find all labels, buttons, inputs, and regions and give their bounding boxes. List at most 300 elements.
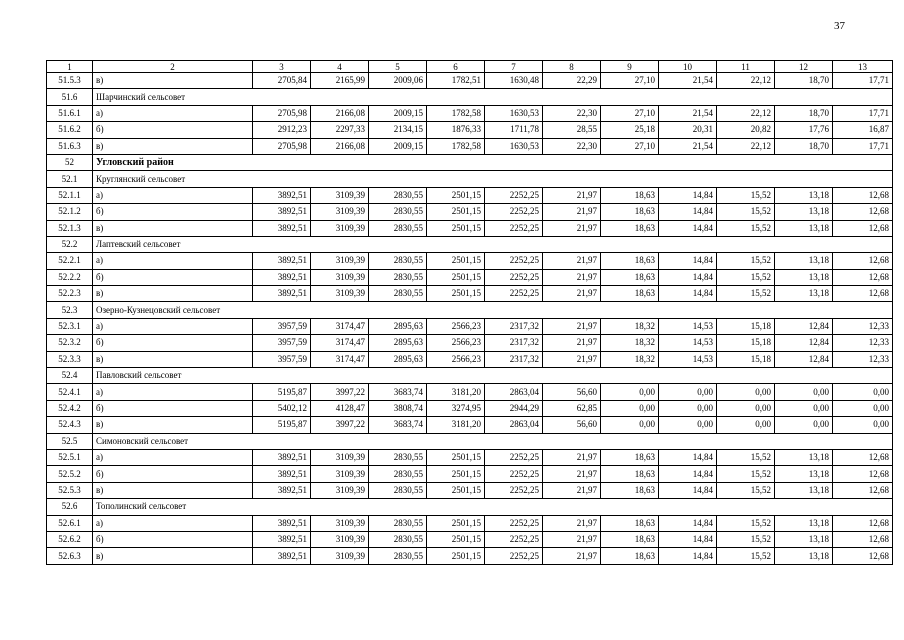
value-cell: 18,70	[775, 138, 833, 154]
value-cell: 21,97	[543, 449, 601, 465]
value-cell: 21,97	[543, 335, 601, 351]
value-cell: 3274,95	[427, 400, 485, 416]
value-cell: 2912,23	[253, 122, 311, 138]
value-cell: 3997,22	[311, 384, 369, 400]
value-cell: 2501,15	[427, 187, 485, 203]
value-cell: 0,00	[717, 417, 775, 433]
row-code: 52.6.1	[47, 515, 93, 531]
value-cell: 14,53	[659, 318, 717, 334]
table-row	[47, 105, 893, 121]
value-cell: 18,63	[601, 449, 659, 465]
value-cell: 2501,15	[427, 204, 485, 220]
value-cell: 18,63	[601, 204, 659, 220]
value-cell: 2501,15	[427, 466, 485, 482]
value-cell: 12,33	[833, 335, 893, 351]
row-subitem: в)	[93, 351, 253, 367]
value-cell: 2501,15	[427, 482, 485, 498]
value-cell: 3109,39	[311, 286, 369, 302]
row-subitem: б)	[93, 204, 253, 220]
value-cell: 18,63	[601, 515, 659, 531]
row-code: 52.3	[47, 302, 93, 318]
value-cell: 15,52	[717, 548, 775, 564]
value-cell: 3892,51	[253, 220, 311, 236]
value-cell: 2830,55	[369, 253, 427, 269]
value-cell: 1630,48	[485, 73, 543, 89]
value-cell: 2705,98	[253, 138, 311, 154]
value-cell: 12,33	[833, 351, 893, 367]
value-cell: 12,68	[833, 548, 893, 564]
value-cell: 5402,12	[253, 400, 311, 416]
row-code: 52.5.1	[47, 449, 93, 465]
value-cell: 12,33	[833, 318, 893, 334]
value-cell: 1711,78	[485, 122, 543, 138]
row-subitem: в)	[93, 417, 253, 433]
value-cell: 3109,39	[311, 187, 369, 203]
value-cell: 0,00	[775, 417, 833, 433]
value-cell: 21,97	[543, 548, 601, 564]
value-cell: 17,71	[833, 105, 893, 121]
value-cell: 2830,55	[369, 204, 427, 220]
value-cell: 3808,74	[369, 400, 427, 416]
value-cell: 13,18	[775, 204, 833, 220]
value-cell: 1782,58	[427, 105, 485, 121]
value-cell: 13,18	[775, 286, 833, 302]
value-cell: 13,18	[775, 187, 833, 203]
value-cell: 2895,63	[369, 335, 427, 351]
row-subitem: а)	[93, 105, 253, 121]
value-cell: 21,97	[543, 220, 601, 236]
table-row	[47, 417, 893, 433]
row-subitem: б)	[93, 122, 253, 138]
value-cell: 2165,99	[311, 73, 369, 89]
row-code: 52.2.2	[47, 269, 93, 285]
row-subitem: б)	[93, 531, 253, 547]
value-cell: 2252,25	[485, 515, 543, 531]
row-code: 52.6.2	[47, 531, 93, 547]
value-cell: 14,84	[659, 286, 717, 302]
value-cell: 5195,87	[253, 384, 311, 400]
value-cell: 3892,51	[253, 187, 311, 203]
value-cell: 0,00	[601, 384, 659, 400]
value-cell: 3892,51	[253, 204, 311, 220]
value-cell: 2501,15	[427, 548, 485, 564]
district-title: Угловский район	[93, 154, 893, 170]
value-cell: 17,71	[833, 73, 893, 89]
table-row	[47, 73, 893, 89]
row-subitem: а)	[93, 253, 253, 269]
value-cell: 2166,08	[311, 138, 369, 154]
value-cell: 14,84	[659, 548, 717, 564]
value-cell: 22,12	[717, 73, 775, 89]
value-cell: 3892,51	[253, 482, 311, 498]
value-cell: 2252,25	[485, 548, 543, 564]
value-cell: 15,52	[717, 204, 775, 220]
value-cell: 3174,47	[311, 318, 369, 334]
row-code: 52.3.3	[47, 351, 93, 367]
value-cell: 14,84	[659, 204, 717, 220]
table-row	[47, 466, 893, 482]
header-cell: 10	[659, 61, 717, 73]
value-cell: 3109,39	[311, 220, 369, 236]
value-cell: 2501,15	[427, 220, 485, 236]
value-cell: 27,10	[601, 73, 659, 89]
value-cell: 17,76	[775, 122, 833, 138]
row-code: 52.2.1	[47, 253, 93, 269]
row-subitem: а)	[93, 384, 253, 400]
value-cell: 2009,15	[369, 138, 427, 154]
value-cell: 1876,33	[427, 122, 485, 138]
value-cell: 12,68	[833, 269, 893, 285]
value-cell: 15,52	[717, 269, 775, 285]
value-cell: 1630,53	[485, 105, 543, 121]
value-cell: 4128,47	[311, 400, 369, 416]
value-cell: 1782,51	[427, 73, 485, 89]
table-row	[47, 531, 893, 547]
value-cell: 2009,15	[369, 105, 427, 121]
value-cell: 2705,84	[253, 73, 311, 89]
row-subitem: б)	[93, 466, 253, 482]
value-cell: 2252,25	[485, 253, 543, 269]
value-cell: 15,52	[717, 187, 775, 203]
value-cell: 2863,04	[485, 417, 543, 433]
value-cell: 2501,15	[427, 253, 485, 269]
page-number: 37	[834, 20, 845, 32]
value-cell: 15,52	[717, 482, 775, 498]
value-cell: 2252,25	[485, 531, 543, 547]
table-row	[47, 318, 893, 334]
value-cell: 14,53	[659, 335, 717, 351]
value-cell: 13,18	[775, 531, 833, 547]
value-cell: 3957,59	[253, 351, 311, 367]
value-cell: 21,97	[543, 482, 601, 498]
value-cell: 2501,15	[427, 531, 485, 547]
row-subitem: а)	[93, 515, 253, 531]
value-cell: 14,84	[659, 466, 717, 482]
value-cell: 3109,39	[311, 269, 369, 285]
value-cell: 21,97	[543, 187, 601, 203]
value-cell: 3957,59	[253, 335, 311, 351]
value-cell: 2566,23	[427, 335, 485, 351]
value-cell: 2566,23	[427, 318, 485, 334]
value-cell: 13,18	[775, 482, 833, 498]
value-cell: 15,18	[717, 318, 775, 334]
section-row	[47, 236, 893, 252]
tariff-table	[46, 60, 893, 565]
value-cell: 14,84	[659, 482, 717, 498]
value-cell: 2501,15	[427, 515, 485, 531]
value-cell: 2705,98	[253, 105, 311, 121]
table-row	[47, 204, 893, 220]
value-cell: 0,00	[775, 384, 833, 400]
value-cell: 21,97	[543, 204, 601, 220]
table-row	[47, 548, 893, 564]
value-cell: 18,63	[601, 482, 659, 498]
value-cell: 12,68	[833, 515, 893, 531]
value-cell: 3957,59	[253, 318, 311, 334]
value-cell: 3997,22	[311, 417, 369, 433]
section-row	[47, 171, 893, 187]
value-cell: 20,82	[717, 122, 775, 138]
value-cell: 12,68	[833, 531, 893, 547]
header-cell: 3	[253, 61, 311, 73]
value-cell: 2895,63	[369, 351, 427, 367]
value-cell: 21,97	[543, 253, 601, 269]
value-cell: 3174,47	[311, 335, 369, 351]
value-cell: 22,30	[543, 105, 601, 121]
value-cell: 21,97	[543, 318, 601, 334]
value-cell: 3109,39	[311, 548, 369, 564]
section-row	[47, 499, 893, 515]
table-row	[47, 253, 893, 269]
value-cell: 12,68	[833, 220, 893, 236]
value-cell: 3892,51	[253, 531, 311, 547]
value-cell: 2830,55	[369, 449, 427, 465]
value-cell: 14,53	[659, 351, 717, 367]
value-cell: 3892,51	[253, 269, 311, 285]
value-cell: 15,52	[717, 515, 775, 531]
value-cell: 0,00	[833, 400, 893, 416]
value-cell: 2566,23	[427, 351, 485, 367]
value-cell: 15,52	[717, 253, 775, 269]
value-cell: 2252,25	[485, 449, 543, 465]
value-cell: 12,68	[833, 187, 893, 203]
value-cell: 13,18	[775, 466, 833, 482]
value-cell: 3109,39	[311, 253, 369, 269]
value-cell: 18,63	[601, 466, 659, 482]
value-cell: 3109,39	[311, 515, 369, 531]
value-cell: 2830,55	[369, 220, 427, 236]
row-code: 52.1.1	[47, 187, 93, 203]
value-cell: 13,18	[775, 449, 833, 465]
row-code: 52.5.3	[47, 482, 93, 498]
value-cell: 14,84	[659, 449, 717, 465]
value-cell: 21,97	[543, 269, 601, 285]
table-row	[47, 286, 893, 302]
value-cell: 56,60	[543, 417, 601, 433]
value-cell: 3109,39	[311, 449, 369, 465]
value-cell: 3892,51	[253, 449, 311, 465]
row-subitem: а)	[93, 449, 253, 465]
value-cell: 1782,58	[427, 138, 485, 154]
header-cell: 11	[717, 61, 775, 73]
value-cell: 3683,74	[369, 384, 427, 400]
value-cell: 22,30	[543, 138, 601, 154]
row-code: 52.6	[47, 499, 93, 515]
table-row	[47, 400, 893, 416]
table-row	[47, 187, 893, 203]
table-row	[47, 449, 893, 465]
value-cell: 3892,51	[253, 548, 311, 564]
value-cell: 3892,51	[253, 466, 311, 482]
value-cell: 12,68	[833, 286, 893, 302]
row-code: 52.4.2	[47, 400, 93, 416]
value-cell: 22,12	[717, 138, 775, 154]
header-cell: 5	[369, 61, 427, 73]
row-code: 52.1	[47, 171, 93, 187]
value-cell: 14,84	[659, 220, 717, 236]
row-subitem: в)	[93, 482, 253, 498]
table-row	[47, 138, 893, 154]
value-cell: 18,63	[601, 269, 659, 285]
value-cell: 2830,55	[369, 482, 427, 498]
value-cell: 21,97	[543, 531, 601, 547]
value-cell: 21,54	[659, 105, 717, 121]
row-subitem: б)	[93, 400, 253, 416]
row-code: 52.3.1	[47, 318, 93, 334]
row-subitem: в)	[93, 138, 253, 154]
row-subitem: а)	[93, 318, 253, 334]
value-cell: 18,32	[601, 335, 659, 351]
row-subitem: б)	[93, 335, 253, 351]
row-code: 51.6.3	[47, 138, 93, 154]
value-cell: 18,32	[601, 318, 659, 334]
value-cell: 18,63	[601, 531, 659, 547]
table-row	[47, 515, 893, 531]
table-row	[47, 335, 893, 351]
row-subitem: в)	[93, 548, 253, 564]
section-title: Круглянский сельсовет	[93, 171, 893, 187]
header-cell: 13	[833, 61, 893, 73]
value-cell: 21,54	[659, 138, 717, 154]
value-cell: 0,00	[833, 417, 893, 433]
section-title: Озерно-Кузнецовский сельсовет	[93, 302, 893, 318]
row-code: 51.6.2	[47, 122, 93, 138]
value-cell: 15,52	[717, 220, 775, 236]
section-row	[47, 433, 893, 449]
value-cell: 2830,55	[369, 187, 427, 203]
value-cell: 13,18	[775, 548, 833, 564]
value-cell: 2830,55	[369, 515, 427, 531]
value-cell: 18,63	[601, 253, 659, 269]
value-cell: 3109,39	[311, 466, 369, 482]
value-cell: 22,12	[717, 105, 775, 121]
value-cell: 2009,06	[369, 73, 427, 89]
value-cell: 12,84	[775, 351, 833, 367]
value-cell: 27,10	[601, 138, 659, 154]
value-cell: 12,68	[833, 466, 893, 482]
value-cell: 3892,51	[253, 253, 311, 269]
value-cell: 2317,32	[485, 318, 543, 334]
value-cell: 3892,51	[253, 515, 311, 531]
value-cell: 15,18	[717, 351, 775, 367]
value-cell: 2830,55	[369, 269, 427, 285]
value-cell: 14,84	[659, 515, 717, 531]
table-row	[47, 482, 893, 498]
value-cell: 2252,25	[485, 204, 543, 220]
value-cell: 14,84	[659, 531, 717, 547]
value-cell: 14,84	[659, 269, 717, 285]
value-cell: 5195,87	[253, 417, 311, 433]
value-cell: 13,18	[775, 515, 833, 531]
value-cell: 25,18	[601, 122, 659, 138]
section-title: Павловский сельсовет	[93, 368, 893, 384]
value-cell: 18,63	[601, 548, 659, 564]
value-cell: 2134,15	[369, 122, 427, 138]
row-code: 52.1.3	[47, 220, 93, 236]
value-cell: 3109,39	[311, 204, 369, 220]
value-cell: 2830,55	[369, 466, 427, 482]
section-row	[47, 89, 893, 105]
value-cell: 0,00	[775, 400, 833, 416]
value-cell: 1630,53	[485, 138, 543, 154]
value-cell: 2252,25	[485, 187, 543, 203]
section-title: Лаптевский сельсовет	[93, 236, 893, 252]
value-cell: 3174,47	[311, 351, 369, 367]
value-cell: 2944,29	[485, 400, 543, 416]
value-cell: 3892,51	[253, 286, 311, 302]
value-cell: 56,60	[543, 384, 601, 400]
value-cell: 3683,74	[369, 417, 427, 433]
row-code: 52.4	[47, 368, 93, 384]
value-cell: 18,63	[601, 220, 659, 236]
row-code: 51.6	[47, 89, 93, 105]
value-cell: 21,97	[543, 515, 601, 531]
table-row	[47, 351, 893, 367]
section-row	[47, 302, 893, 318]
value-cell: 12,84	[775, 318, 833, 334]
row-code: 52.5.2	[47, 466, 93, 482]
value-cell: 14,84	[659, 253, 717, 269]
section-title: Шарчинский сельсовет	[93, 89, 893, 105]
value-cell: 18,70	[775, 105, 833, 121]
header-cell: 1	[47, 61, 93, 73]
value-cell: 21,54	[659, 73, 717, 89]
value-cell: 13,18	[775, 269, 833, 285]
value-cell: 0,00	[659, 384, 717, 400]
value-cell: 12,68	[833, 253, 893, 269]
row-subitem: а)	[93, 187, 253, 203]
row-code: 52.3.2	[47, 335, 93, 351]
value-cell: 15,52	[717, 466, 775, 482]
value-cell: 2501,15	[427, 269, 485, 285]
value-cell: 0,00	[601, 417, 659, 433]
value-cell: 14,84	[659, 187, 717, 203]
row-subitem: в)	[93, 73, 253, 89]
value-cell: 2166,08	[311, 105, 369, 121]
row-code: 52.1.2	[47, 204, 93, 220]
row-code: 52.4.3	[47, 417, 93, 433]
value-cell: 2863,04	[485, 384, 543, 400]
value-cell: 3109,39	[311, 531, 369, 547]
value-cell: 0,00	[601, 400, 659, 416]
value-cell: 3181,20	[427, 384, 485, 400]
row-code: 51.6.1	[47, 105, 93, 121]
header-cell: 9	[601, 61, 659, 73]
header-row	[47, 61, 893, 73]
header-cell: 2	[93, 61, 253, 73]
value-cell: 18,63	[601, 286, 659, 302]
value-cell: 2252,25	[485, 220, 543, 236]
value-cell: 2830,55	[369, 531, 427, 547]
row-code: 52	[47, 154, 93, 170]
value-cell: 13,18	[775, 253, 833, 269]
value-cell: 16,87	[833, 122, 893, 138]
district-row	[47, 154, 893, 170]
value-cell: 2252,25	[485, 466, 543, 482]
table-row	[47, 384, 893, 400]
value-cell: 28,55	[543, 122, 601, 138]
header-cell: 12	[775, 61, 833, 73]
value-cell: 2317,32	[485, 335, 543, 351]
value-cell: 22,29	[543, 73, 601, 89]
value-cell: 21,97	[543, 466, 601, 482]
value-cell: 15,52	[717, 286, 775, 302]
table-body	[47, 73, 893, 565]
table-row	[47, 220, 893, 236]
value-cell: 0,00	[717, 384, 775, 400]
value-cell: 12,68	[833, 204, 893, 220]
value-cell: 2501,15	[427, 449, 485, 465]
